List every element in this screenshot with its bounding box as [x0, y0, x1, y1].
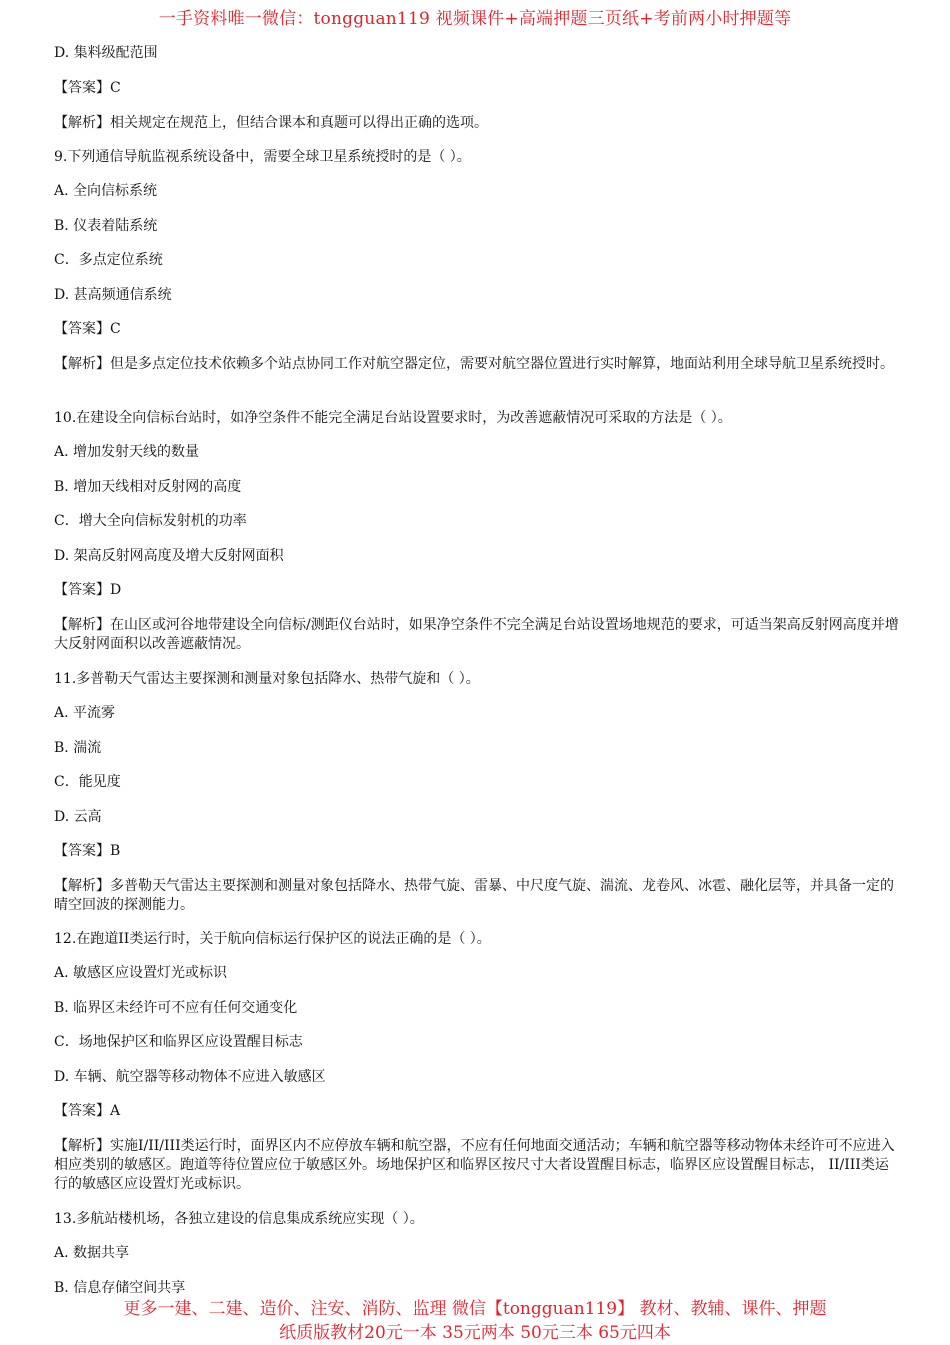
option-line: C．场地保护区和临界区应设置醒目标志 — [54, 1034, 303, 1050]
question-line: 9.下列通信导航监视系统设备中，需要全球卫星系统授时的是（ ）。 — [54, 149, 471, 165]
question-line: 10.在建设全向信标台站时，如净空条件不能完全满足台站设置要求时，为改善遮蔽情况可采取的方法是（ ）。 — [54, 410, 732, 426]
option-line: B. 信息存储空间共享 — [54, 1280, 186, 1296]
option-line: C．能见度 — [54, 774, 121, 790]
option-line: B. 临界区未经许可不应有任何交通变化 — [54, 1000, 298, 1016]
option-line: D. 集料级配范围 — [54, 45, 158, 61]
option-line: B. 仪表着陆系统 — [54, 218, 158, 234]
option-line: C．多点定位系统 — [54, 252, 163, 268]
answer-line: 【答案】A — [54, 1103, 121, 1119]
option-line: C．增大全向信标发射机的功率 — [54, 513, 247, 529]
option-line: A. 平流雾 — [54, 705, 116, 721]
answer-line: 【答案】D — [54, 582, 122, 598]
option-line: D. 车辆、航空器等移动物体不应进入敏感区 — [54, 1069, 326, 1085]
option-line: A. 增加发射天线的数量 — [54, 444, 200, 460]
analysis-line: 【解析】实施I/II/III类运行时，面界区内不应停放车辆和航空器，不应有任何地面交通活动；车辆和航空器等移动物体未经许可不应进入相应类别的敏感区。跑道等待位置应位于敏感区外。场地保护区和临界区按尺寸大者设置醒目标志，临界区应设置醒目标志， II/III类运行的敏感区应设置灯光或标识。 — [54, 1138, 895, 1192]
question-line: 11.多普勒天气雷达主要探测和测量对象包括降水、热带气旋和（ ）。 — [54, 671, 480, 687]
option-line: D. 云高 — [54, 809, 102, 825]
question-line: 13.多航站楼机场，各独立建设的信息集成系统应实现（ ）。 — [54, 1211, 424, 1227]
answer-line: 【答案】B — [54, 843, 121, 859]
analysis-line: 【解析】相关规定在规范上，但结合课本和真题可以得出正确的选项。 — [54, 115, 488, 131]
option-line: B. 增加天线相对反射网的高度 — [54, 479, 242, 495]
footer-ad-line-2: 纸质版教材20元一本 35元两本 50元三本 65元四本 — [279, 1323, 671, 1343]
header-banner: 一手资料唯一微信：tongguan119 视频课件+高端押题三页纸+考前两小时押题等 — [158, 9, 792, 29]
question-line: 12.在跑道II类运行时，关于航向信标运行保护区的说法正确的是（ ）。 — [54, 931, 491, 947]
option-line: D. 甚高频通信系统 — [54, 287, 172, 303]
answer-line: 【答案】C — [54, 80, 121, 96]
option-line: A. 数据共享 — [54, 1245, 130, 1261]
analysis-line: 【解析】在山区或河谷地带建设全向信标/测距仪台站时，如果净空条件不完全满足台站设置场地规范的要求，可适当架高反射网高度并增大反射网面积以改善遮蔽情况。 — [54, 617, 899, 652]
analysis-line: 【解析】多普勒天气雷达主要探测和测量对象包括降水、热带气旋、雷暴、中尺度气旋、湍流、龙卷风、冰雹、融化层等，并具备一定的晴空回波的探测能力。 — [54, 878, 894, 913]
option-line: A. 敏感区应设置灯光或标识 — [54, 965, 228, 981]
option-line: D. 架高反射网高度及增大反射网面积 — [54, 548, 284, 564]
analysis-line: 【解析】但是多点定位技术依赖多个站点协同工作对航空器定位，需要对航空器位置进行实时解算，地面站利用全球导航卫星系统授时。 — [54, 356, 894, 372]
option-line: A. 全向信标系统 — [54, 183, 158, 199]
option-line: B. 湍流 — [54, 740, 102, 756]
footer-ad-line-1: 更多一建、二建、造价、注安、消防、监理 微信【tongguan119】 教材、教辅、课件、押题 — [123, 1299, 827, 1319]
answer-line: 【答案】C — [54, 321, 121, 337]
